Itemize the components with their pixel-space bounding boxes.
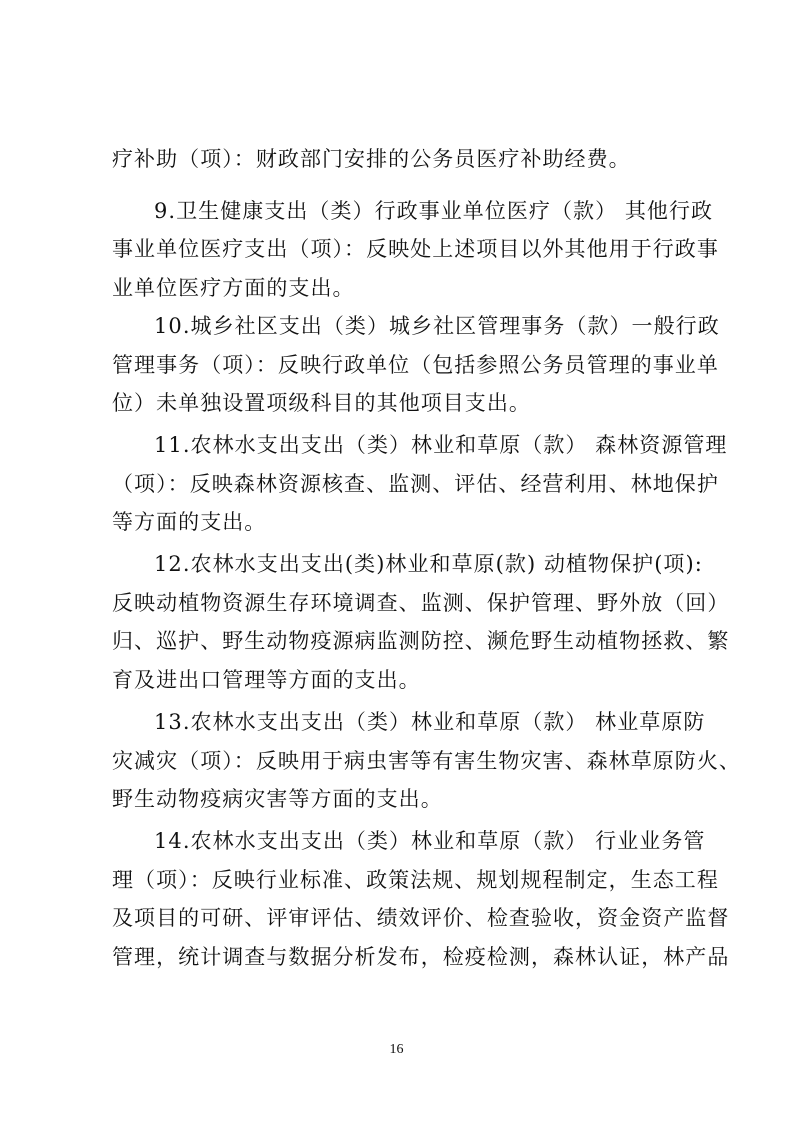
text-line: 14.农林水支出支出（类）林业和草原（款） 行业业务管 xyxy=(154,829,706,853)
text-line: 反映动植物资源生存环境调查、监测、保护管理、野外放（回） xyxy=(112,591,730,615)
text-line: 事业单位医疗支出（项）：反映处上述项目以外其他用于行政事 xyxy=(112,237,719,261)
text-line: 疗补助（项）：财政部门安排的公务员医疗补助经费。 xyxy=(112,147,631,171)
text-line: 业单位医疗方面的支出。 xyxy=(112,276,355,300)
text-line: 及项目的可研、评审评估、绩效评价、检查验收，资金资产监督 xyxy=(112,906,730,930)
text-line: 育及进出口管理等方面的支出。 xyxy=(112,668,421,692)
text-line: 理（项）：反映行业标准、政策法规、规划规程制定，生态工程 xyxy=(112,868,719,892)
text-line: 9.卫生健康支出（类）行政事业单位医疗（款） 其他行政 xyxy=(154,199,714,223)
text-line: 位）未单独设置项级科目的其他项目支出。 xyxy=(112,391,531,415)
page-number: 16 xyxy=(389,1042,404,1057)
text-line: 管理事务（项）：反映行政单位（包括参照公务员管理的事业单 xyxy=(112,353,719,377)
text-line: 灾减灾（项）：反映用于病虫害等有害生物灾害、森林草原防火、 xyxy=(112,749,741,773)
text-line: 等方面的支出。 xyxy=(112,510,267,534)
text-line: 11.农林水支出支出（类）林业和草原（款） 森林资源管理 xyxy=(154,433,728,457)
text-line: 12.农林水支出支出(类)林业和草原(款) 动植物保护(项): xyxy=(154,552,703,576)
text-line: 10.城乡社区支出（类）城乡社区管理事务（款）一般行政 xyxy=(154,314,720,338)
text-line: 归、巡护、野生动物疫源病监测防控、濒危野生动植物拯救、繁 xyxy=(112,629,730,653)
text-line: （项）：反映森林资源核查、监测、评估、经营利用、林地保护 xyxy=(112,472,719,496)
text-line: 管理，统计调查与数据分析发布，检疫检测，森林认证，林产品 xyxy=(112,945,730,969)
text-line: 13.农林水支出支出（类）林业和草原（款） 林业草原防 xyxy=(154,710,706,734)
text-line: 野生动物疫病灾害等方面的支出。 xyxy=(112,787,443,811)
